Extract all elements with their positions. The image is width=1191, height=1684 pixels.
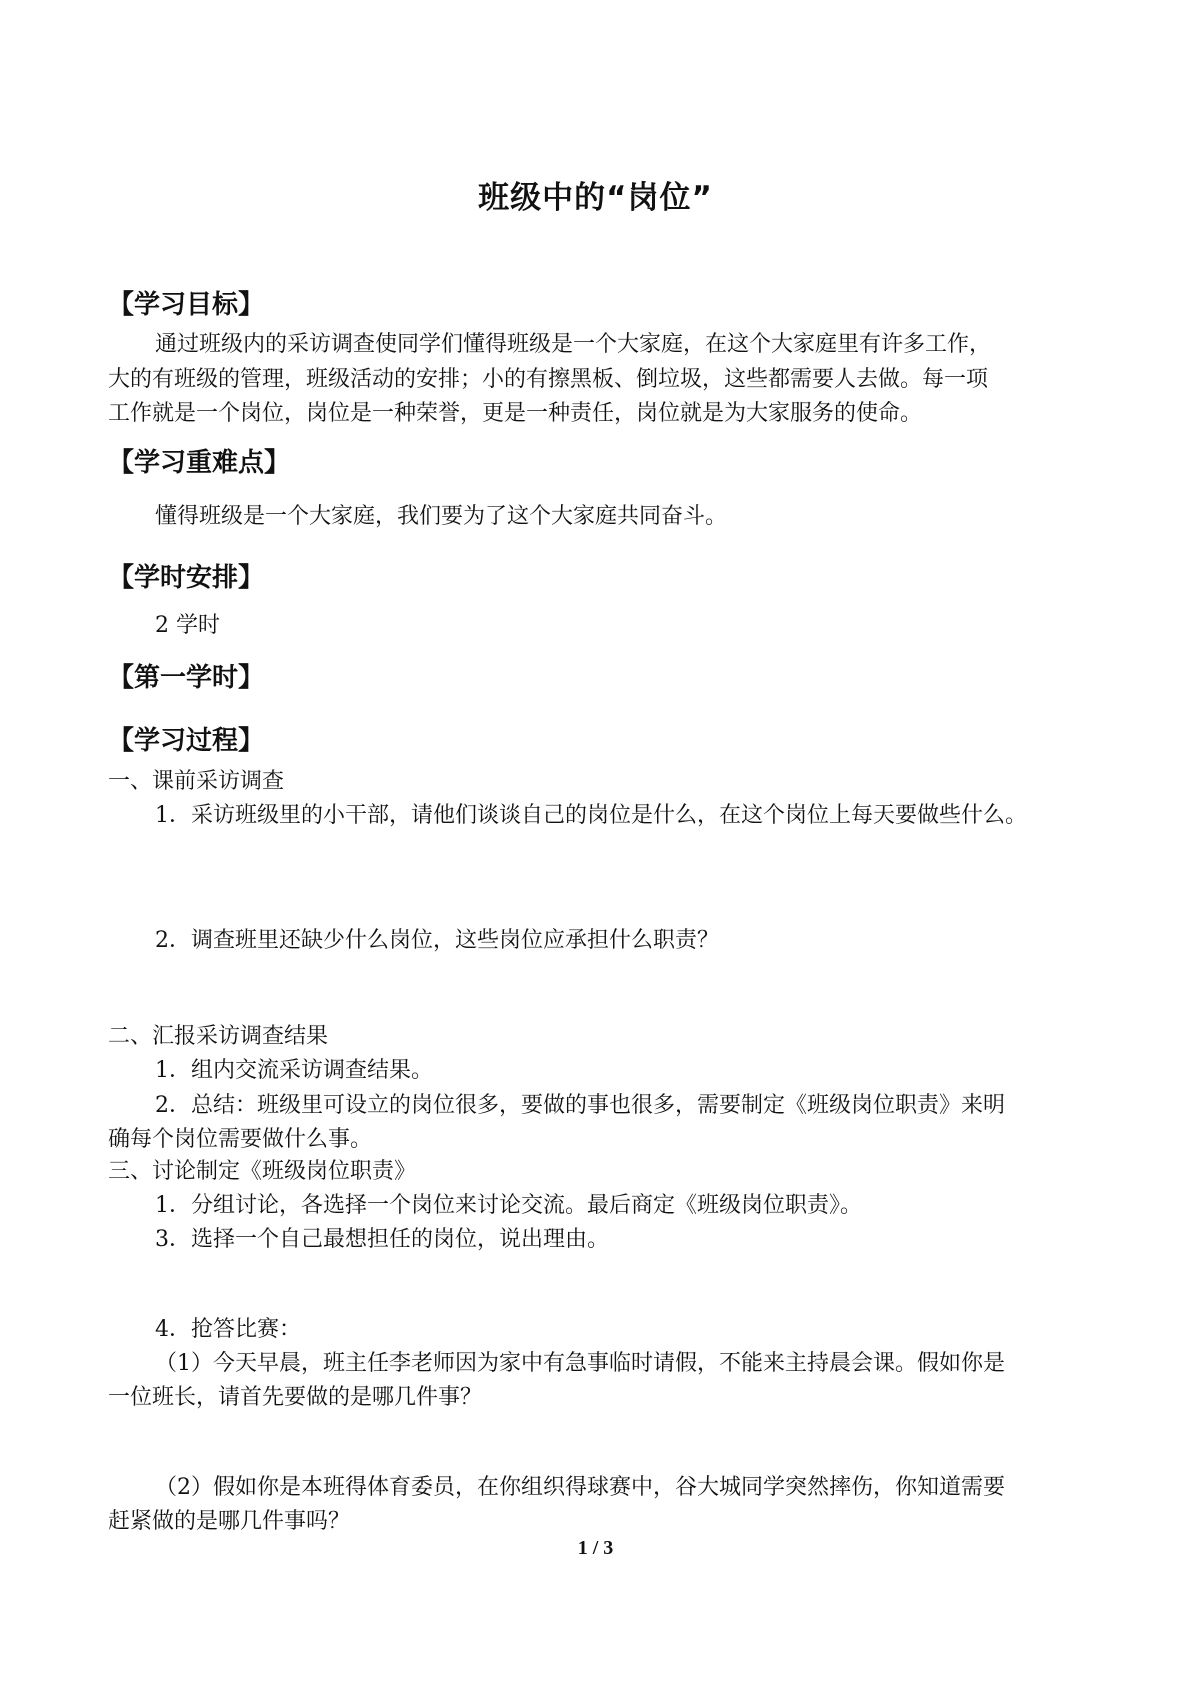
page-number: 1 / 3 xyxy=(577,1537,614,1559)
section-heading-process: 【学习过程】 xyxy=(108,726,265,756)
question-1-line-2: 一位班长，请首先要做的是哪几件事？ xyxy=(108,1385,483,1410)
section-heading-key-points: 【学习重难点】 xyxy=(108,448,291,478)
section-heading-objectives: 【学习目标】 xyxy=(108,290,265,320)
objectives-line-2: 大的有班级的管理，班级活动的安排；小的有擦黑板、倒垃圾，这些都需要人去做。每一项 xyxy=(108,367,989,392)
part1-item-1: 1．采访班级里的小干部，请他们谈谈自己的岗位是什么，在这个岗位上每天要做些什么。 xyxy=(155,803,1028,828)
key-points-line-1: 懂得班级是一个大家庭，我们要为了这个大家庭共同奋斗。 xyxy=(155,504,728,529)
section-heading-first-period: 【第一学时】 xyxy=(108,663,265,693)
document-title: 班级中的“岗位” xyxy=(478,180,713,216)
part2-title: 二、汇报采访调查结果 xyxy=(108,1024,329,1049)
part1-item-2: 2．调查班里还缺少什么岗位，这些岗位应承担什么职责？ xyxy=(155,928,719,953)
section-heading-schedule: 【学时安排】 xyxy=(108,563,265,593)
part1-title: 一、课前采访调查 xyxy=(108,769,285,794)
part2-item-2-line-2: 确每个岗位需要做什么事。 xyxy=(108,1127,373,1152)
question-2-line-2: 赶紧做的是哪几件事吗？ xyxy=(108,1509,351,1534)
objectives-line-1: 通过班级内的采访调查使同学们懂得班级是一个大家庭，在这个大家庭里有许多工作， xyxy=(155,332,992,357)
question-2-line-1: （2）假如你是本班得体育委员，在你组织得球赛中，谷大城同学突然摔伤，你知道需要 xyxy=(155,1475,1005,1500)
objectives-line-3: 工作就是一个岗位，岗位是一种荣誉，更是一种责任，岗位就是为大家服务的使命。 xyxy=(108,401,923,426)
part3-item-1: 1．分组讨论，各选择一个岗位来讨论交流。最后商定《班级岗位职责》。 xyxy=(155,1193,862,1218)
part2-item-2-line-1: 2．总结：班级里可设立的岗位很多，要做的事也很多，需要制定《班级岗位职责》来明 xyxy=(155,1093,1005,1118)
question-1-line-1: （1）今天早晨，班主任李老师因为家中有急事临时请假，不能来主持晨会课。假如你是 xyxy=(155,1351,1005,1376)
part3-item-3: 3．选择一个自己最想担任的岗位，说出理由。 xyxy=(155,1227,609,1252)
part3-item-4: 4．抢答比赛： xyxy=(155,1317,301,1342)
part2-item-1: 1．组内交流采访调查结果。 xyxy=(155,1058,433,1083)
schedule-line-1: 2 学时 xyxy=(155,613,220,638)
part3-title: 三、讨论制定《班级岗位职责》 xyxy=(108,1159,417,1184)
